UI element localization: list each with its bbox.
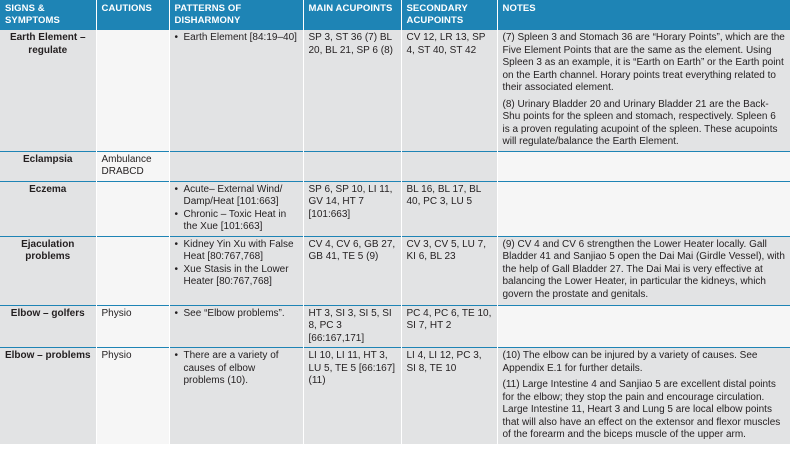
table-row (0, 305, 790, 348)
note-paragraph: (7) Spleen 3 and Stomach 36 are “Horary Points”, which are the Five Element Points that are the same as the element. Using Spleen 3 as an example, it is “Earth on Earth” or the Earth point on the Earth channel. Horary points treat everything related to their associated element. (502, 32, 785, 93)
sign-cell: Elbow – golfers (0, 305, 96, 348)
patterns-cell (169, 181, 303, 236)
header-row (0, 0, 790, 30)
patterns-cell (169, 236, 303, 305)
pattern-item: • Kidney Yin Xu with False Heat [80:767,768] (175, 239, 298, 264)
sign-cell: Eczema (0, 181, 96, 236)
caution-cell (96, 236, 169, 305)
main-acupoints-cell: LI 10, LI 11, HT 3, LU 5, TE 5 [66:167] (11) (303, 348, 401, 444)
patterns-cell (169, 305, 303, 348)
header-main-acupoints: MAIN ACUPOINTS (303, 0, 401, 30)
pattern-item: • Xue Stasis in the Lower Heater [80:767,768] (175, 264, 298, 289)
secondary-acupoints-cell: BL 16, BL 17, BL 40, PC 3, LU 5 (401, 181, 497, 236)
patterns-cell (169, 348, 303, 444)
header-notes: NOTES (497, 0, 790, 30)
notes-cell (497, 348, 790, 444)
note-paragraph: (10) The elbow can be injured by a variety of causes. See Appendix E.1 for further details. (502, 350, 758, 374)
header-cautions: CAUTIONS (96, 0, 169, 30)
pattern-item: • Acute– External Wind/ Damp/Heat [101:663] (175, 184, 298, 209)
caution-cell (96, 181, 169, 236)
main-acupoints-cell: SP 6, SP 10, LI 11, GV 14, HT 7 [101:663] (303, 181, 401, 236)
patterns-cell (169, 30, 303, 151)
pattern-item: • Earth Element [84:19–40] (175, 32, 298, 45)
sign-cell: Eclampsia (0, 151, 96, 181)
caution-cell: Physio (96, 305, 169, 348)
sign-cell: Ejaculation problems (0, 236, 96, 305)
notes-cell (497, 305, 790, 348)
sign-cell: Earth Element – regulate (0, 30, 96, 151)
note-paragraph: (11) Large Intestine 4 and Sanjiao 5 are excellent distal points for the elbow; they stop the pain and encourage circulation. Large Intestine 11, Heart 3 and Lung 5 are local elbow points that will also have an effect on the extensor and flexor muscles of the forearm and the biceps muscle of the upper arm. (502, 379, 781, 440)
secondary-acupoints-cell: CV 3, CV 5, LU 7, KI 6, BL 23 (401, 236, 497, 305)
secondary-acupoints-cell (401, 151, 497, 181)
table-row (0, 151, 790, 181)
caution-cell: Ambulance DRABCD (96, 151, 169, 181)
notes-cell (497, 151, 790, 181)
main-acupoints-cell: SP 3, ST 36 (7) BL 20, BL 21, SP 6 (8) (303, 30, 401, 151)
secondary-acupoints-cell: CV 12, LR 13, SP 4, ST 40, ST 42 (401, 30, 497, 151)
secondary-acupoints-cell: LI 4, LI 12, PC 3, SI 8, TE 10 (401, 348, 497, 444)
main-acupoints-cell: CV 4, CV 6, GB 27, GB 41, TE 5 (9) (303, 236, 401, 305)
caution-cell: Physio (96, 348, 169, 444)
caution-cell (96, 30, 169, 151)
notes-cell (497, 181, 790, 236)
main-acupoints-cell: HT 3, SI 3, SI 5, SI 8, PC 3 [66:167,171] (303, 305, 401, 348)
patterns-cell (169, 151, 303, 181)
notes-cell (497, 236, 790, 305)
header-secondary-acupoints: SECONDARY ACUPOINTS (401, 0, 497, 30)
notes-cell (497, 30, 790, 151)
main-acupoints-cell (303, 151, 401, 181)
header-patterns: PATTERNS OF DISHARMONY (169, 0, 303, 30)
table-row (0, 30, 790, 151)
table-row (0, 236, 790, 305)
header-signs: SIGNS & SYMPTOMS (0, 0, 96, 30)
sign-cell: Elbow – problems (0, 348, 96, 444)
table-row (0, 348, 790, 444)
pattern-item: • Chronic – Toxic Heat in the Xue [101:663] (175, 209, 298, 234)
note-paragraph: (8) Urinary Bladder 20 and Urinary Bladder 21 are the Back-Shu points for the spleen and stomach, respectively. Spleen 6 is a proven regulating acupoint of the spleen. These acupoints will regulate/balance the Earth Element. (502, 98, 778, 147)
table-row (0, 181, 790, 236)
secondary-acupoints-cell: PC 4, PC 6, TE 10, SI 7, HT 2 (401, 305, 497, 348)
note-paragraph: (9) CV 4 and CV 6 strengthen the Lower Heater locally. Gall Bladder 41 and Sanjiao 5 open the Dai Mai (Girdle Vessel), with the help of Gall Bladder 27. The Dai Mai is very effective at balancing the Lower Heater, in particular the kidneys, which govern the prostate and genitals. (502, 238, 785, 300)
pattern-item: • There are a variety of causes of elbow problems (10). (175, 350, 298, 388)
pattern-item: • See “Elbow problems”. (175, 308, 298, 321)
